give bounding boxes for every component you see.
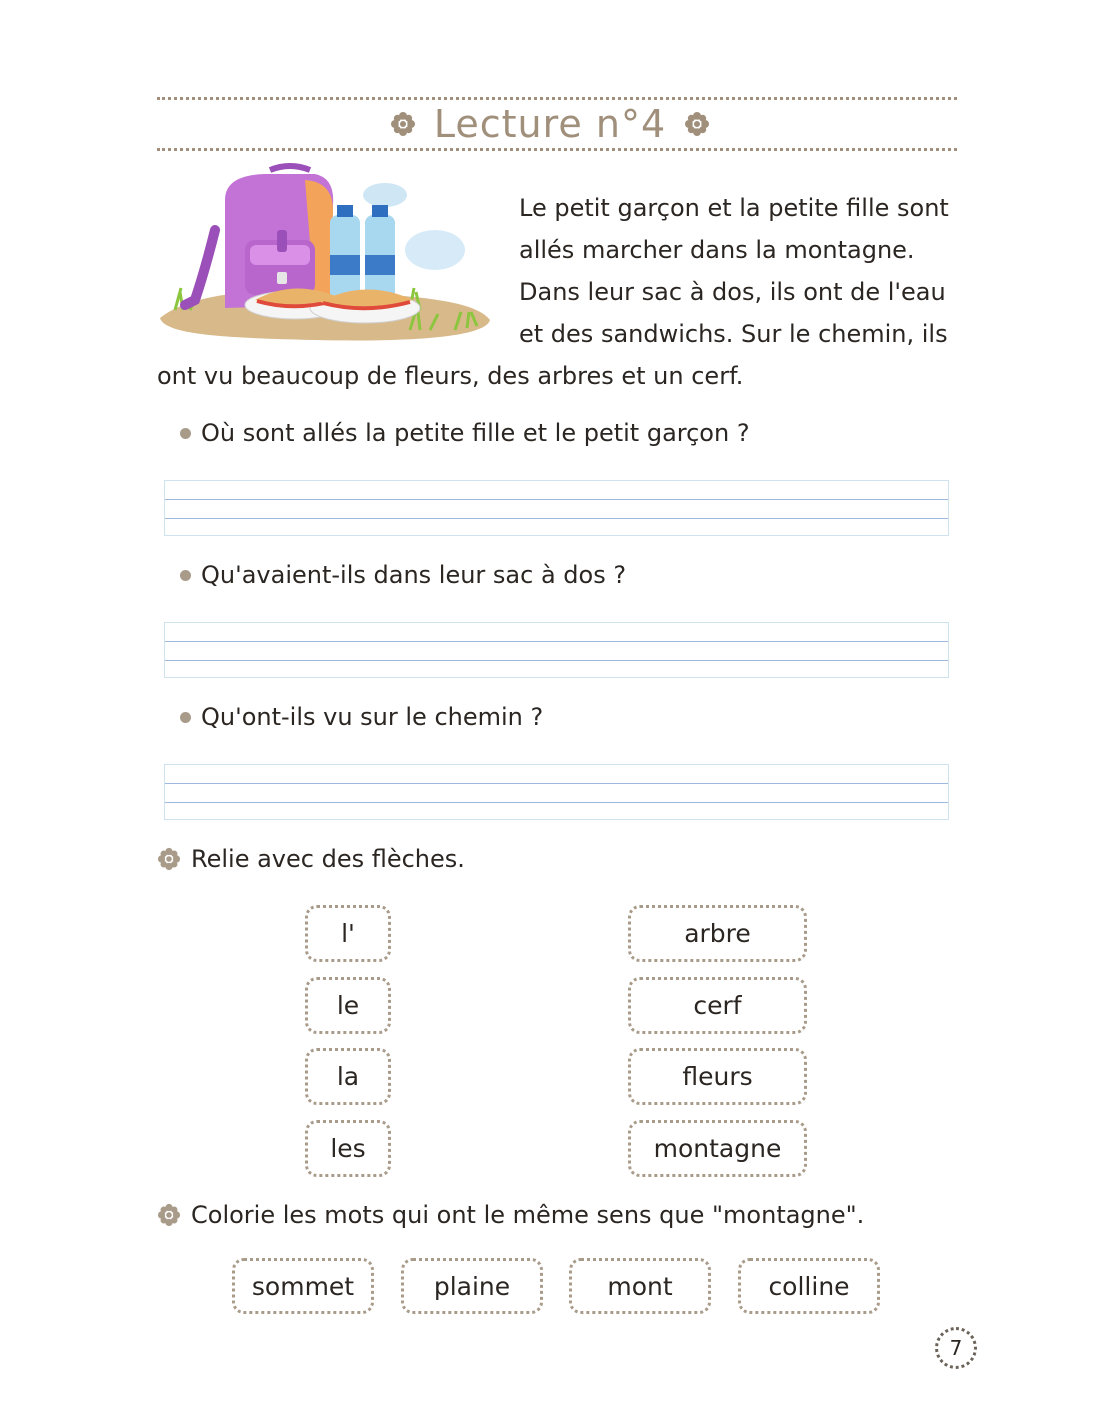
match-instruction [157,845,465,873]
answer-lines-1[interactable] [164,480,949,536]
match-left-item[interactable]: la [305,1048,391,1105]
page-number: 7 [935,1327,977,1369]
color-word[interactable]: plaine [401,1258,543,1314]
match-right-item[interactable]: montagne [628,1120,807,1177]
flower-icon [157,847,181,871]
page-title: Lecture n°4 [433,102,667,146]
story-line-3: Dans leur sac à dos, ils ont de l'eau [519,278,946,306]
instruction-text: Colorie les mots qui ont le même sens que "montagne". [191,1201,865,1229]
story-line-4: et des sandwichs. Sur le chemin, ils [519,320,948,348]
match-right-item[interactable]: cerf [628,977,807,1034]
backpack-picnic-illustration [155,160,500,345]
question-3 [180,703,543,731]
color-word[interactable]: sommet [232,1258,374,1314]
story-line-2: allés marcher dans la montagne. [519,236,915,264]
bullet-icon [180,712,191,723]
question-1 [180,419,750,447]
flower-icon [157,1203,181,1227]
bullet-icon [180,570,191,581]
match-right-item[interactable]: fleurs [628,1048,807,1105]
match-left-item[interactable]: les [305,1120,391,1177]
color-word[interactable]: mont [569,1258,711,1314]
bullet-icon [180,428,191,439]
flower-icon [390,111,416,137]
question-2 [180,561,626,589]
page-title-bar [0,99,1100,149]
color-instruction [157,1201,864,1229]
question-text: Qu'avaient-ils dans leur sac à dos ? [201,561,627,589]
flower-icon [684,111,710,137]
color-word[interactable]: colline [738,1258,880,1314]
instruction-text: Relie avec des flèches. [191,845,465,873]
title-bottom-rule [157,148,957,151]
match-right-item[interactable]: arbre [628,905,807,962]
story-line-5: ont vu beaucoup de fleurs, des arbres et un cerf. [157,362,744,390]
story-line-1: Le petit garçon et la petite fille sont [519,194,949,222]
match-left-item[interactable]: le [305,977,391,1034]
question-text: Où sont allés la petite fille et le petit garçon ? [201,419,750,447]
match-left-item[interactable]: l' [305,905,391,962]
question-text: Qu'ont-ils vu sur le chemin ? [201,703,544,731]
answer-lines-3[interactable] [164,764,949,820]
answer-lines-2[interactable] [164,622,949,678]
